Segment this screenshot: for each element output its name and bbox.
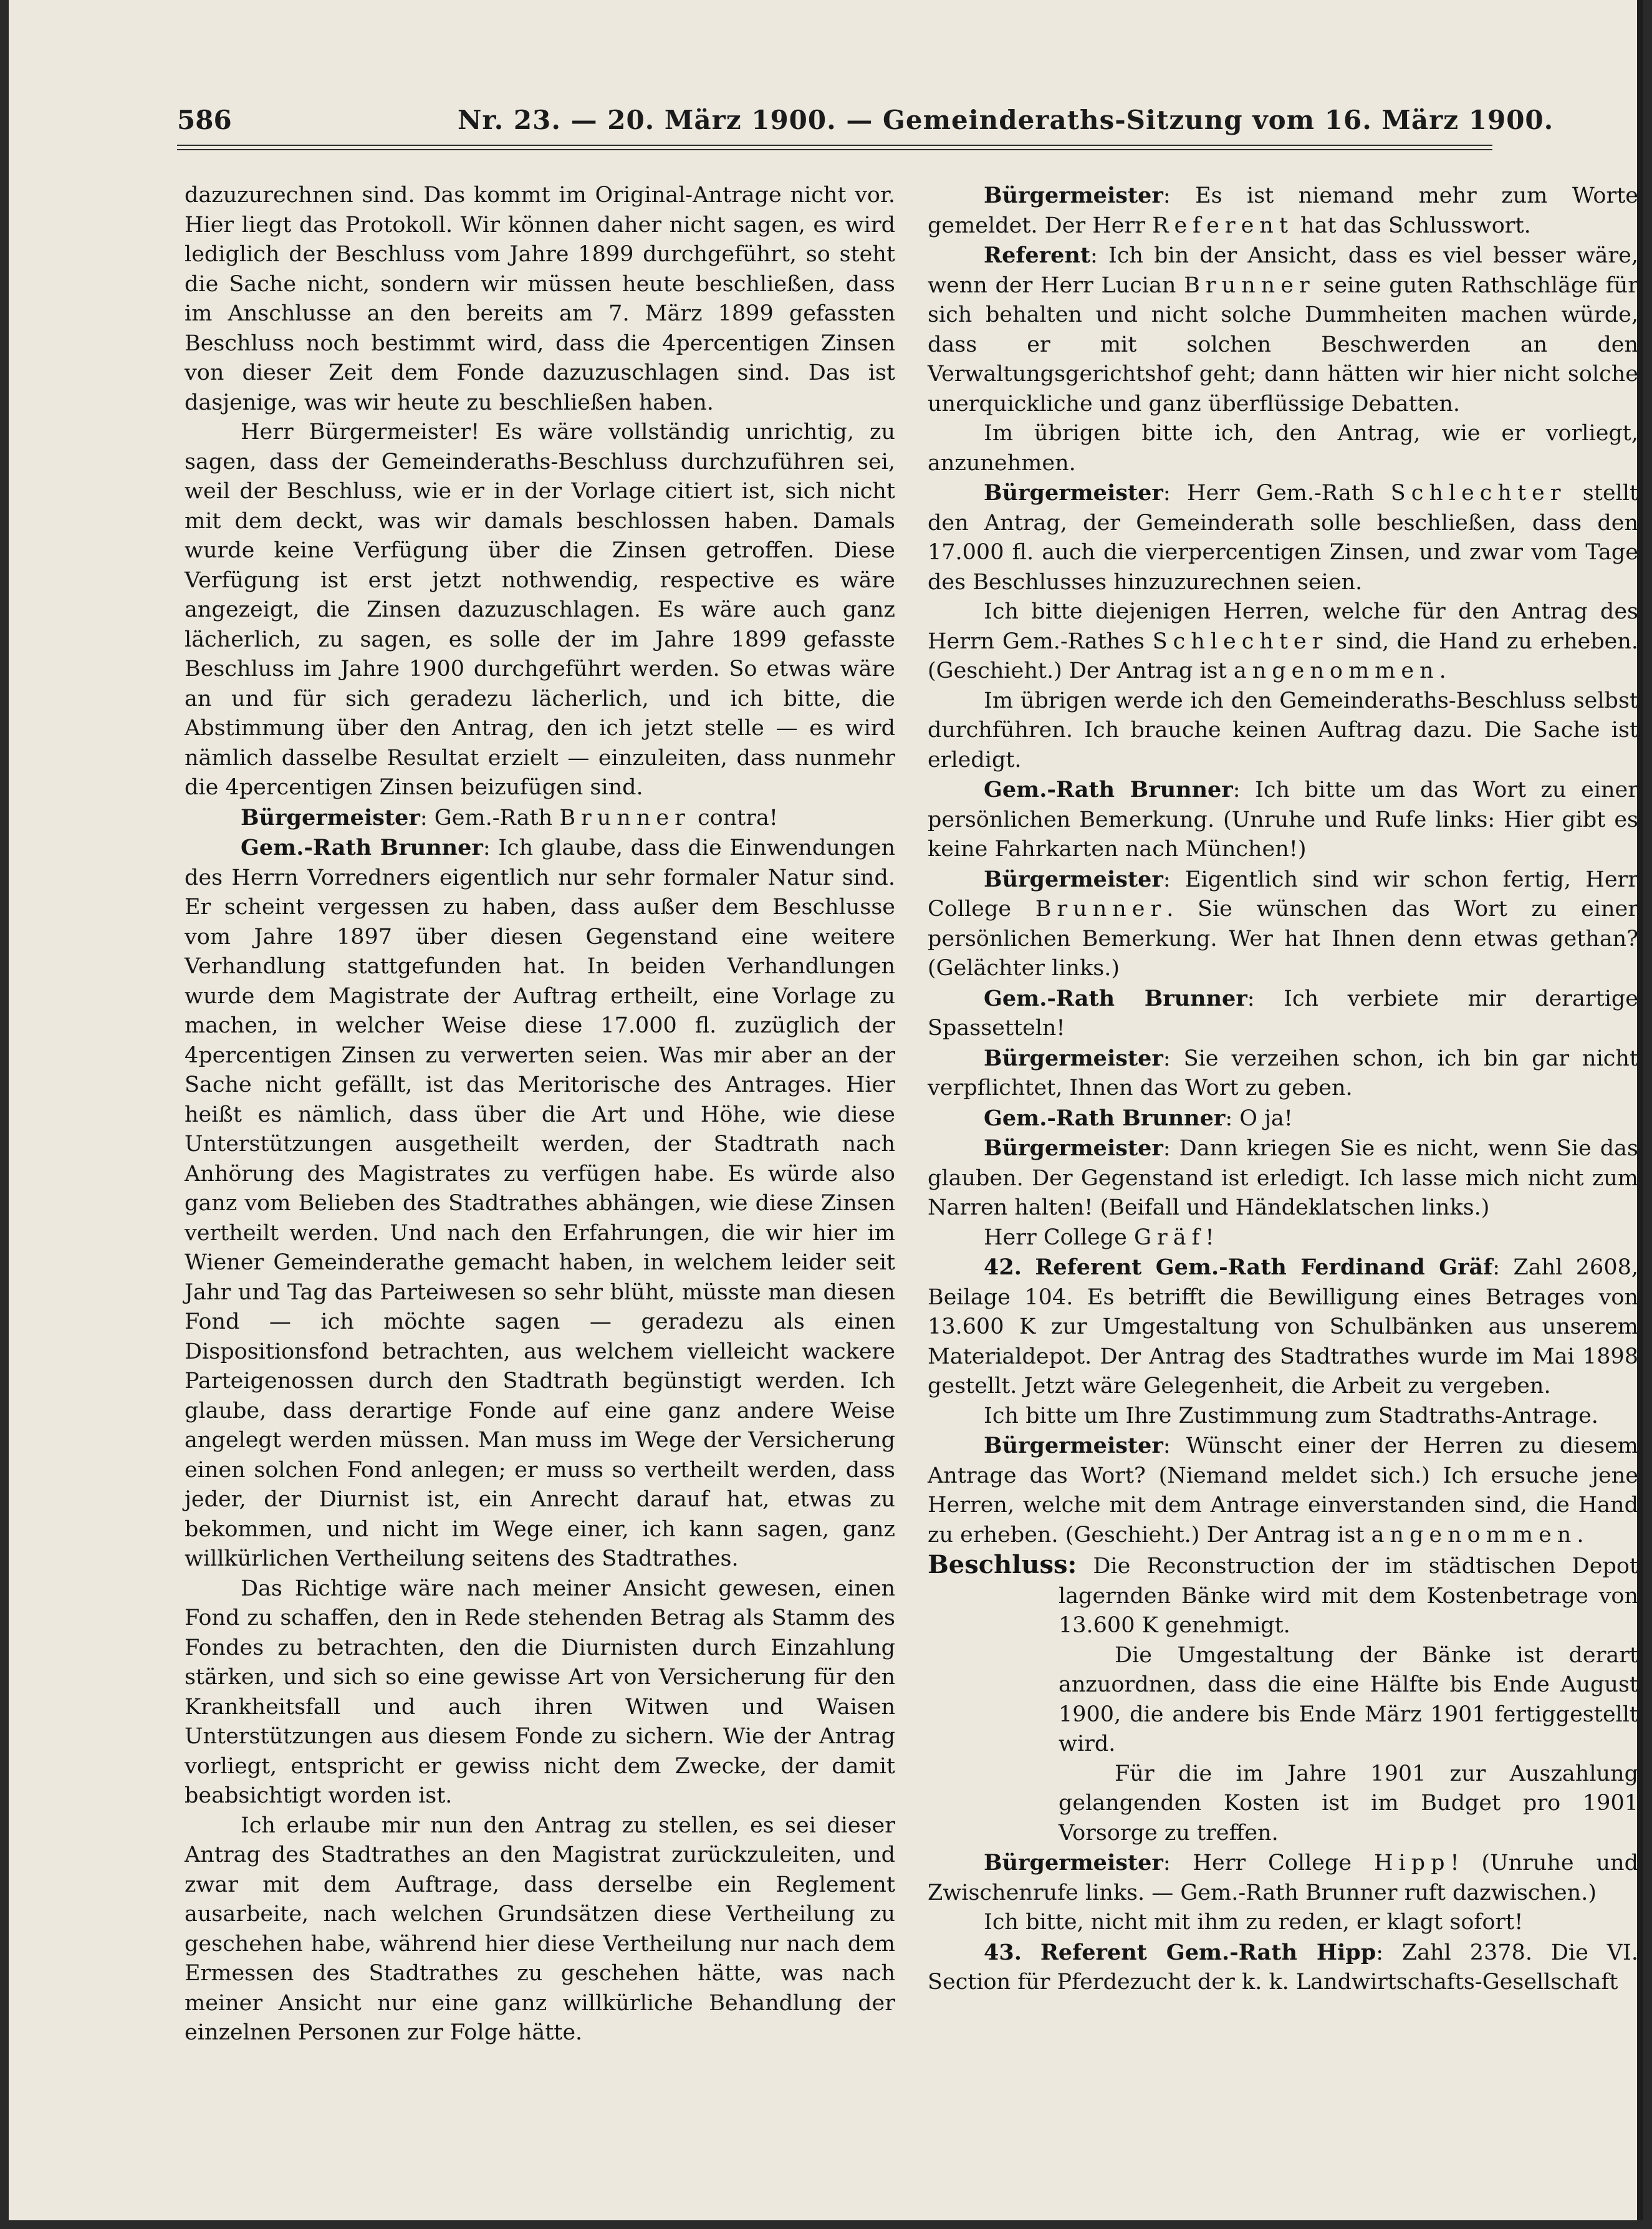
speaker: Referent Gem.-Rath Hipp bbox=[1040, 1939, 1376, 1965]
speech: Referent: Ich bin der Ansicht, dass es viel besser wäre, wenn der Herr Lucian Brunner seine guten Rathschläge für sich behalten und nicht solche Dummheiten machen würde, dass er mit solchen Beschwerden an den Verwaltungsgerichtshof geht; dann hätten wir hier nicht solche unerquickliche und ganz überflüssige Debatten. bbox=[928, 243, 1639, 416]
speaker: Bürgermeister bbox=[984, 1045, 1163, 1071]
page-number: 586 bbox=[177, 105, 232, 135]
speech: Gem.-Rath Brunner: O ja! bbox=[984, 1105, 1293, 1131]
paragraph: Das Richtige wäre nach meiner Ansicht gewesen, einen Fond zu schaffen, den in Rede stehenden Betrag als Stamm des Fondes zu betrachten, den die Diurnisten durch Einzahlung stärken, und sich so eine gewisse Art von Versicherung für den Krankheitsfall und auch ihren Witwen und Waisen Unterstützungen aus diesem Fonde zu sichern. Wie der Antrag vorliegt, entspricht er gewiss nicht dem Zwecke, der damit beabsichtigt worden ist. bbox=[185, 1576, 895, 1808]
item-number: 42. bbox=[984, 1254, 1022, 1280]
speaker: Gem.-Rath Brunner bbox=[984, 1105, 1226, 1131]
running-title: Nr. 23. — 20. März 1900. — Gemeinderaths-Sitzung vom 16. März 1900. bbox=[458, 105, 1554, 135]
paragraph: Ich erlaube mir nun den Antrag zu stellen, es sei dieser Antrag des Stadtrathes an den Magistrat zurückzuleiten, und zwar mit dem Auftrage, dass derselbe ein Reglement ausarbeite, nach welchen Grundsätzen diese Vertheilung zu geschehen habe, während hier diese Vertheilung nur nach dem Ermessen des Stadtrathes zu geschehen hätte, was nach meiner Ansicht nur eine ganz willkürliche Behandlung der einzelnen Personen zur Folge hätte. bbox=[185, 1813, 895, 2045]
speaker: Referent Gem.-Rath Ferdinand Gräf bbox=[1035, 1254, 1493, 1280]
paragraph: Im übrigen werde ich den Gemeinderaths-Beschluss selbst durchführen. Ich brauche keinen Auftrag dazu. Die Sache ist erledigt. bbox=[928, 688, 1638, 773]
paragraph: Ich bitte um Ihre Zustimmung zum Stadtraths-Antrage. bbox=[984, 1403, 1598, 1428]
speech: Bürgermeister: Sie verzeihen schon, ich bin gar nicht verpflichtet, Ihnen das Wort zu geben. bbox=[928, 1045, 1638, 1100]
speech: Bürgermeister: Dann kriegen Sie es nicht, wenn Sie das glauben. Der Gegenstand ist erledigt. Ich lasse mich nicht zum Narren halten! (Beifall und Händeklatschen links.) bbox=[928, 1135, 1638, 1220]
right-column bbox=[928, 181, 1638, 1998]
speaker: Gem.-Rath Brunner bbox=[984, 985, 1247, 1011]
speaker: Bürgermeister bbox=[984, 866, 1163, 892]
speaker: Bürgermeister bbox=[241, 804, 420, 830]
speech: Bürgermeister: Es ist niemand mehr zum Worte gemeldet. Der Herr Referent hat das Schlusswort. bbox=[928, 183, 1638, 238]
speaker: Gem.-Rath Brunner bbox=[241, 835, 483, 860]
speaker: Bürgermeister bbox=[984, 1850, 1163, 1875]
speech: Bürgermeister: Wünscht einer der Herren zu diesem Antrage das Wort? (Niemand meldet sich.) Ich ersuche jene Herren, welche mit dem Antrage einverstanden sind, die Hand zu erheben. (Geschieht.) Der Antrag ist angenommen. bbox=[928, 1433, 1638, 1548]
paragraph: Im übrigen bitte ich, den Antrag, wie er vorliegt, anzunehmen. bbox=[928, 421, 1638, 476]
speaker: Bürgermeister bbox=[984, 1135, 1163, 1161]
agenda-item: 43. Referent Gem.-Rath Hipp: Zahl 2378. Die VI. Section für Pferdezucht der k. k. Landwirtschafts-Gesellschaft bbox=[928, 1939, 1638, 1995]
speaker: Bürgermeister bbox=[984, 480, 1163, 506]
header-rule bbox=[177, 145, 1492, 150]
paragraph: Herr College Gräf! bbox=[984, 1225, 1214, 1250]
speech: Gem.-Rath Brunner: Ich bitte um das Wort zu einer persönlichen Bemerkung. (Unruhe und Rufe links: Hier gibt es keine Fahrkarten nach München!) bbox=[928, 777, 1638, 862]
resolution-third: Für die im Jahre 1901 zur Auszahlung gelangenden Kosten ist im Budget pro 1901 Vorsorge zu treffen. bbox=[1059, 1761, 1638, 1846]
speech: Gem.-Rath Brunner: Ich verbiete mir derartige Spassetteln! bbox=[928, 985, 1638, 1041]
speech: Bürgermeister: Herr College Hipp! (Unruhe und Zwischenrufe links. — Gem.-Rath Brunner ruft dazwischen.) bbox=[928, 1850, 1638, 1905]
speech: Bürgermeister: Herr Gem.-Rath Schlechter stellt den Antrag, der Gemeinderath solle beschließen, dass den 17.000 fl. auch die vierpercentigen Zinsen, und zwar vom Tage des Beschlusses hinzuzurechnen seien. bbox=[928, 480, 1638, 595]
paragraph: dazuzurechnen sind. Das kommt im Original-Antrage nicht vor. Hier liegt das Protokoll. Wir können daher nicht sagen, es wird lediglich der Beschluss vom Jahre 1899 durchgeführt, so steht die Sache nicht, sondern wir müssen heute beschließen, dass im Anschlusse an den bereits am 7. März 1899 gefassten Beschluss noch bestimmt wird, dass die 4percentigen Zinsen von dieser Zeit dem Fonde dazuzuschlagen sind. Das ist dasjenige, was wir heute zu beschließen haben. bbox=[185, 183, 895, 415]
resolution-second: Die Umgestaltung der Bänke ist derart anzuordnen, dass die eine Hälfte bis Ende August 1900, die andere bis Ende März 1901 fertiggestellt wird. bbox=[1059, 1642, 1638, 1756]
speaker: Bürgermeister bbox=[984, 183, 1163, 208]
resolution-first: Beschluss: Die Reconstruction der im städtischen Depot lagernden Bänke wird mit dem Kostenbetrage von 13.600 K genehmigt. bbox=[928, 1550, 1638, 1638]
speech: Bürgermeister: Gem.-Rath Brunner contra! bbox=[241, 804, 778, 830]
agenda-item: 42. Referent Gem.-Rath Ferdinand Gräf: Zahl 2608, Beilage 104. Es betrifft die Bewilligung eines Betrages von 13.600 K zur Umgestaltung von Schulbänken aus unserem Materialdepot. Der Antrag des Stadtrathes wurde im Mai 1898 gestellt. Jetzt wäre Gelegenheit, die Arbeit zu vergeben. bbox=[928, 1254, 1638, 1399]
resolution-block bbox=[928, 1550, 1638, 1848]
paragraph: Ich bitte, nicht mit ihm zu reden, er klagt sofort! bbox=[984, 1910, 1524, 1935]
page-header bbox=[177, 105, 1554, 148]
speaker: Gem.-Rath Brunner bbox=[984, 777, 1233, 802]
paragraph: Ich bitte diejenigen Herren, welche für den Antrag des Herrn Gem.-Rathes Schlechter sind, die Hand zu erheben. (Geschieht.) Der Antrag ist angenommen. bbox=[928, 599, 1639, 683]
item-number: 43. bbox=[984, 1939, 1022, 1965]
speech: Bürgermeister: Eigentlich sind wir schon fertig, Herr College Brunner. Sie wünschen das Wort zu einer persönlichen Bemerkung. Wer hat Ihnen denn etwas gethan? (Gelächter links.) bbox=[928, 866, 1638, 981]
speaker: Referent bbox=[984, 243, 1091, 268]
resolution-heading: Beschluss: bbox=[928, 1550, 1077, 1579]
speaker: Bürgermeister bbox=[984, 1433, 1163, 1458]
left-column bbox=[185, 181, 895, 2048]
speech: Gem.-Rath Brunner: Ich glaube, dass die Einwendungen des Herrn Vorredners eigentlich nur sehr formaler Natur sind. Er scheint vergessen zu haben, dass außer dem Beschlusse vom Jahre 1897 über diesen Gegenstand eine weitere Verhandlung stattgefunden hat. In beiden Verhandlungen wurde dem Magistrate der Auftrag ertheilt, eine Vorlage zu machen, in welcher Weise diese 17.000 fl. zuzüglich der 4percentigen Zinsen zu verwerten seien. Was mir aber an der Sache nicht gefällt, ist das Meritorische des Antrages. Hier heißt es nämlich, dass über die Art und Höhe, wie diese Unterstützungen ausgetheilt werden, der Stadtrath nach Anhörung des Magistrates zu verfügen habe. Es würde also ganz vom Belieben des Stadtrathes abhängen, wie diese Zinsen vertheilt werden. Und nach den Erfahrungen, die wir hier im Wiener Gemeinderathe gemacht haben, in welchem leider seit Jahr und Tag das Parteiwesen so sehr blüht, müsste man diesen Fond — ich möchte sagen — geradezu als einen Dispositionsfond betrachten, aus welchem vielleicht wackere Parteigenossen durch den Stadtrath begünstigt werden. Ich glaube, dass derartige Fonde auf eine ganz andere Weise angelegt werden müssen. Man muss im Wege der Versicherung einen solchen Fond anlegen; er muss so vertheilt werden, dass jeder, der Diurnist ist, ein Anrecht darauf hat, etwas zu bekommen, und nicht im Wege einer, ich kann sagen, ganz willkürlichen Vertheilung seitens des Stadtrathes. bbox=[185, 835, 895, 1571]
paragraph: Herr Bürgermeister! Es wäre vollständig unrichtig, zu sagen, dass der Gemeinderaths-Beschluss durchzuführen sei, weil der Beschluss, wie er in der Vorlage citiert ist, sich nicht mit dem deckt, was wir damals beschlossen haben. Damals wurde keine Verfügung über die Zinsen getroffen. Diese Verfügung ist erst jetzt nothwendig, respective es wäre angezeigt, die Zinsen dazuzuschlagen. Es wäre auch ganz lächerlich, zu sagen, es solle der im Jahre 1899 gefasste Beschluss im Jahre 1900 durchgeführt werden. So etwas wäre an und für sich geradezu lächerlich, und ich bitte, die Abstimmung über den Antrag, den ich jetzt stelle — es wird nämlich dasselbe Resultat erzielt — einzuleiten, dass nunmehr die 4percentigen Zinsen beizufügen sind. bbox=[185, 420, 895, 800]
